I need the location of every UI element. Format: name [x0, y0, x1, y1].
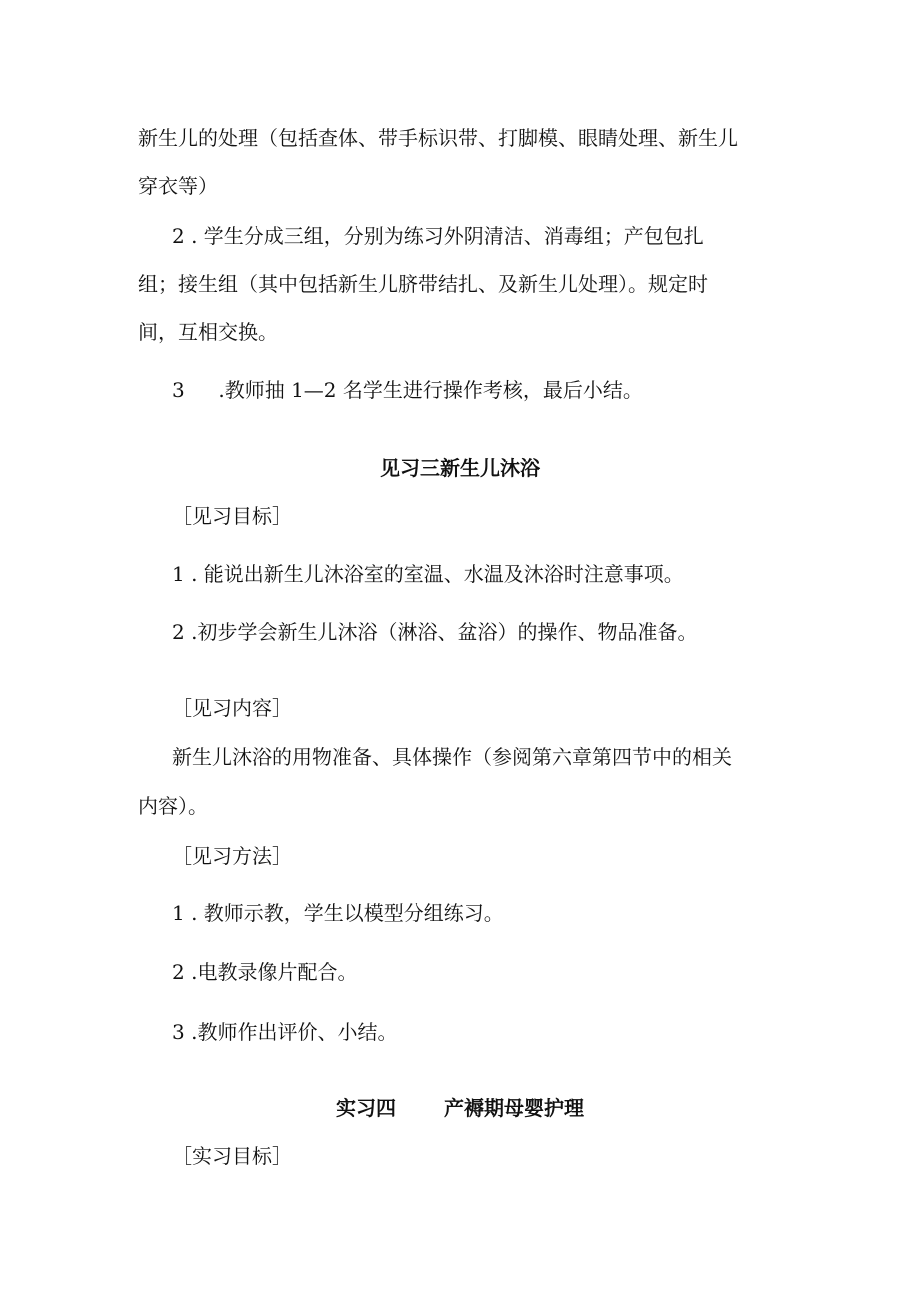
section3-method-1	[172, 899, 504, 927]
method-1-number: 1	[172, 901, 185, 925]
item3-text: .教师抽 1—2 名学生进行操作考核，最后小结。	[218, 378, 643, 402]
method-3-number: 3	[172, 1020, 185, 1044]
para1-line1: 新生儿的处理（包括查体、带手标识带、打脚模、眼睛处理、新生儿	[138, 126, 738, 150]
section4-title-part1: 实习四	[336, 1096, 397, 1120]
method-2-number: 2	[172, 960, 185, 984]
para1-line2: 穿衣等）	[138, 174, 218, 198]
goal-2-number: 2	[172, 620, 185, 644]
section4-title	[0, 1094, 920, 1122]
section3-content-line2: 内容）。	[138, 794, 208, 818]
item3-number: 3	[172, 378, 185, 402]
method-2-text: .电教录像片配合。	[191, 960, 358, 984]
item2-number: 2	[172, 224, 185, 248]
section3-title: 见习三新生儿沐浴	[380, 456, 540, 480]
goal-1-text: . 能说出新生儿沐浴室的室温、水温及沐浴时注意事项。	[191, 562, 684, 586]
section3-content-line1: 新生儿沐浴的用物准备、具体操作（参阅第六章第四节中的相关	[172, 745, 732, 769]
goal-1-number: 1	[172, 562, 185, 586]
section4-title-part2: 产褥期母婴护理	[443, 1096, 584, 1120]
section3-content-heading: ［见习内容］	[172, 696, 292, 720]
section3-method-3	[172, 1018, 397, 1046]
section3-goal-2	[172, 618, 697, 646]
section3-goal-heading: ［见习目标］	[172, 504, 292, 528]
section3-method-heading: ［见习方法］	[172, 844, 292, 868]
item2-text: . 学生分成三组，分别为练习外阴清洁、消毒组；产包包扎	[191, 224, 704, 248]
item3-line	[172, 376, 643, 404]
method-3-text: .教师作出评价、小结。	[191, 1020, 398, 1044]
section3-method-2	[172, 958, 357, 986]
section3-goal-1	[172, 560, 684, 588]
section4-goal-heading: ［实习目标］	[172, 1144, 292, 1168]
goal-2-text: .初步学会新生儿沐浴（淋浴、盆浴）的操作、物品准备。	[191, 620, 698, 644]
item2-line1	[172, 222, 704, 250]
item2-line2: 组；接生组（其中包括新生儿脐带结扎、及新生儿处理）。规定时	[138, 272, 708, 296]
method-1-text: . 教师示教，学生以模型分组练习。	[191, 901, 504, 925]
item2-line3: 间，互相交换。	[138, 320, 278, 344]
